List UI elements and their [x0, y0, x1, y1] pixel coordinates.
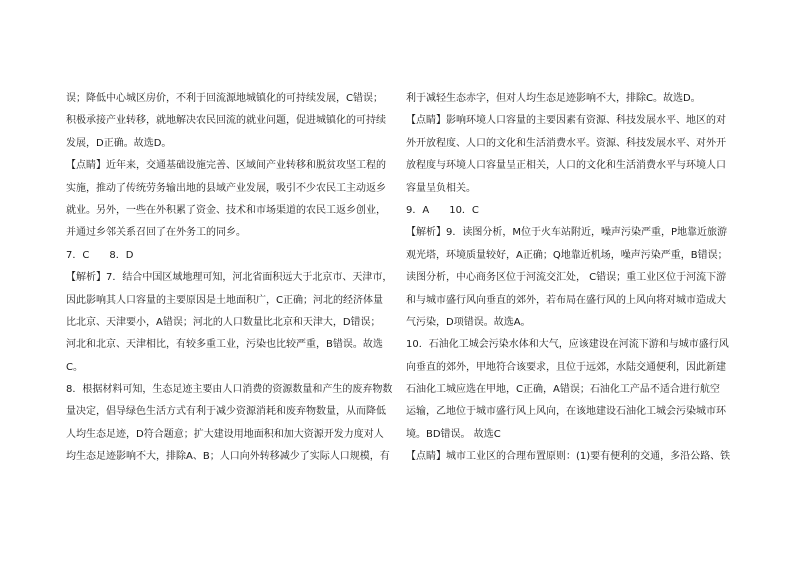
text-line: 和与城市盛行风向垂直的郊外，若布局在盛行风的上风向将对城市造成大 — [406, 294, 726, 306]
text-line: 【点睛】近年来，交通基础设施完善、区域间产业转移和脱贫攻坚工程的 — [66, 160, 386, 172]
text-line: 积极承接产业转移，就地解决农民回流的就业问题，促进城镇化的可持续 — [66, 115, 386, 127]
text-line: 【解析】7．结合中国区域地理可知，河北省面积远大于北京市、天津市， — [66, 272, 393, 284]
text-line: 向垂直的郊外，甲地符合该要求，且位于远郊，水陆交通便利，因此新建 — [406, 361, 726, 373]
answer-line: 7．C 8．D — [66, 249, 134, 261]
text-line: 河北和北京、天津相比，有较多重工业，污染也比较严重，B错误。故选 — [66, 339, 383, 351]
text-line: C。 — [66, 361, 83, 373]
text-line: 运输，乙地位于城市盛行风上风向，在该地建设石油化工城会污染城市环 — [406, 406, 726, 418]
left-column — [66, 88, 406, 469]
text-line: 境。BD错误。 故选C — [406, 428, 501, 440]
text-line: 10．石油化工城会污染水体和大气，应该建设在河流下游和与城市盛行风 — [406, 339, 729, 351]
text-line: 外开放程度、人口的文化和生活消费水平。资源、科技发展水平、对外开 — [406, 137, 726, 149]
text-line: 就业。另外，一些在外积累了资金、技术和市场渠道的农民工返乡创业， — [66, 204, 386, 216]
text-line: 发展，D正确。故选D。 — [66, 137, 172, 149]
text-line: 【点睛】影响环境人口容量的主要因素有资源、科技发展水平、地区的对 — [406, 115, 726, 127]
text-line: 气污染，D项错误。故选A。 — [406, 316, 531, 328]
text-line: 容量呈负相关。 — [406, 182, 476, 194]
text-line: 因此影响其人口容量的主要原因是土地面积广，C正确；河北的经济体量 — [66, 294, 383, 306]
text-line: 并通过乡邻关系召回了在外务工的同乡。 — [66, 227, 246, 239]
text-line: 8．根据材料可知，生态足迹主要由人口消费的资源数量和产生的废弃物数 — [66, 384, 393, 396]
text-line: 误；降低中心城区房价，不利于回流源地城镇化的可持续发展，C错误； — [66, 93, 383, 104]
text-line: 石油化工城应选在甲地，C正确，A错误；石油化工产品不适合进行航空 — [406, 384, 720, 396]
text-line: 放程度与环境人口容量呈正相关，人口的文化和生活消费水平与环境人口 — [406, 160, 726, 172]
text-line: 观光塔，环境质量较好，A正确；Q地靠近机场，噪声污染严重，B错误； — [406, 249, 728, 261]
text-line: 比北京、天津要小，A错误；河北的人口数量比北京和天津大，D错误； — [66, 316, 381, 328]
text-line: 人均生态足迹，D符合题意；扩大建设用地面积和加大资源开发力度对人 — [66, 428, 384, 440]
text-line: 【解析】9．读图分析，M位于火车站附近，噪声污染严重，P地靠近旅游 — [406, 227, 728, 239]
text-line: 利于减轻生态赤字，但对人均生态足迹影响不大，排除C。故选D。 — [406, 93, 701, 104]
text-line: 【点睛】城市工业区的合理布置原则：(1)要有便利的交通，多沿公路、铁 — [406, 451, 731, 463]
text-line: 读图分析，中心商务区位于河流交汇处， C错误；重工业区位于河流下游 — [406, 272, 727, 284]
right-column — [406, 88, 746, 469]
answer-line: 9．A 10．C — [406, 204, 479, 216]
text-line: 实施，推动了传统劳务输出地的县域产业发展，吸引不少农民工主动返乡 — [66, 182, 386, 194]
text-line: 量决定，倡导绿色生活方式有利于减少资源消耗和废弃物数量，从而降低 — [66, 406, 386, 418]
text-line: 均生态足迹影响不大，排除A、B；人口向外转移减少了实际人口规模，有 — [66, 451, 390, 463]
